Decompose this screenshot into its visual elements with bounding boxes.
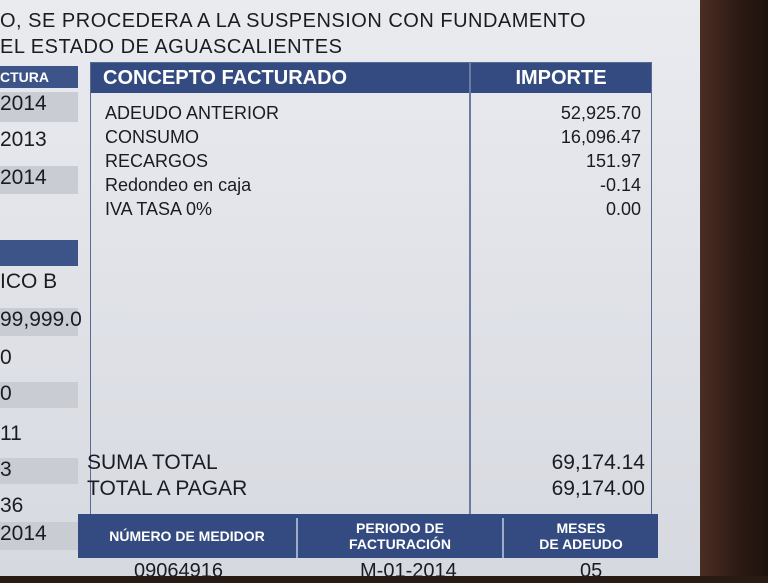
left-cell: 0	[0, 382, 78, 408]
total-to-pay-amount: 69,174.00	[551, 477, 645, 500]
table-row	[91, 175, 651, 199]
concept-label: IVA TASA 0%	[105, 199, 213, 219]
billing-concepts-table	[87, 62, 652, 516]
concept-label: RECARGOS	[105, 151, 209, 171]
billing-period-value: M-01-2014	[360, 560, 457, 582]
table-row	[91, 151, 651, 175]
months-owed-value: 05	[580, 560, 603, 582]
table-row	[91, 199, 651, 223]
left-cell: 3	[0, 458, 78, 484]
total-to-pay-row	[87, 477, 651, 503]
left-cell: 2014	[0, 522, 78, 550]
left-cell: ICO B	[0, 270, 58, 293]
table-row	[91, 127, 651, 151]
billing-period-header-line-2: FACTURACIÓN	[349, 536, 451, 552]
billing-period-header	[298, 514, 502, 558]
sum-total-amount: 69,174.14	[551, 451, 645, 474]
concept-amount: 151.97	[585, 151, 641, 171]
left-cell: 36	[0, 494, 24, 517]
meter-number-header: NÚMERO DE MEDIDOR	[109, 528, 265, 544]
months-owed-header-line-1: MESES	[556, 520, 606, 536]
concept-amount: 52,925.70	[560, 103, 641, 123]
table-surface	[700, 0, 768, 576]
concept-column-header: CONCEPTO FACTURADO	[91, 63, 469, 93]
left-column-band	[0, 240, 78, 266]
left-cell: 2014	[0, 92, 78, 122]
concept-label: ADEUDO ANTERIOR	[105, 103, 280, 123]
suspension-notice-line-1: O, SE PROCEDERA A LA SUSPENSION CON FUNDAMENTO	[0, 10, 587, 32]
left-cell: 2013	[0, 128, 47, 151]
concept-amount: 16,096.47	[560, 127, 641, 147]
months-owed-header	[504, 514, 658, 558]
left-cell: 2014	[0, 166, 78, 194]
sum-total-label: SUMA TOTAL	[87, 451, 218, 474]
concept-amount: 0.00	[605, 199, 641, 219]
table-row	[91, 103, 651, 127]
total-to-pay-label: TOTAL A PAGAR	[87, 477, 248, 500]
concept-label: CONSUMO	[105, 127, 199, 147]
meter-info-header	[78, 514, 658, 558]
concept-amount: -0.14	[599, 175, 641, 195]
months-owed-header-line-2: DE ADEUDO	[539, 536, 623, 552]
left-column-header: CTURA	[0, 66, 78, 88]
left-cell: 99,999.0	[0, 308, 78, 336]
left-cell: 0	[0, 346, 12, 369]
suspension-notice-line-2: EL ESTADO DE AGUASCALIENTES	[0, 36, 343, 58]
left-cell: 11	[0, 422, 22, 445]
amount-column-header: IMPORTE	[471, 63, 651, 93]
meter-number-value: 09064916	[134, 560, 223, 582]
concept-label: Redondeo en caja	[105, 175, 252, 195]
sum-total-row	[87, 451, 651, 477]
billing-period-header-line-1: PERIODO DE	[356, 520, 444, 536]
